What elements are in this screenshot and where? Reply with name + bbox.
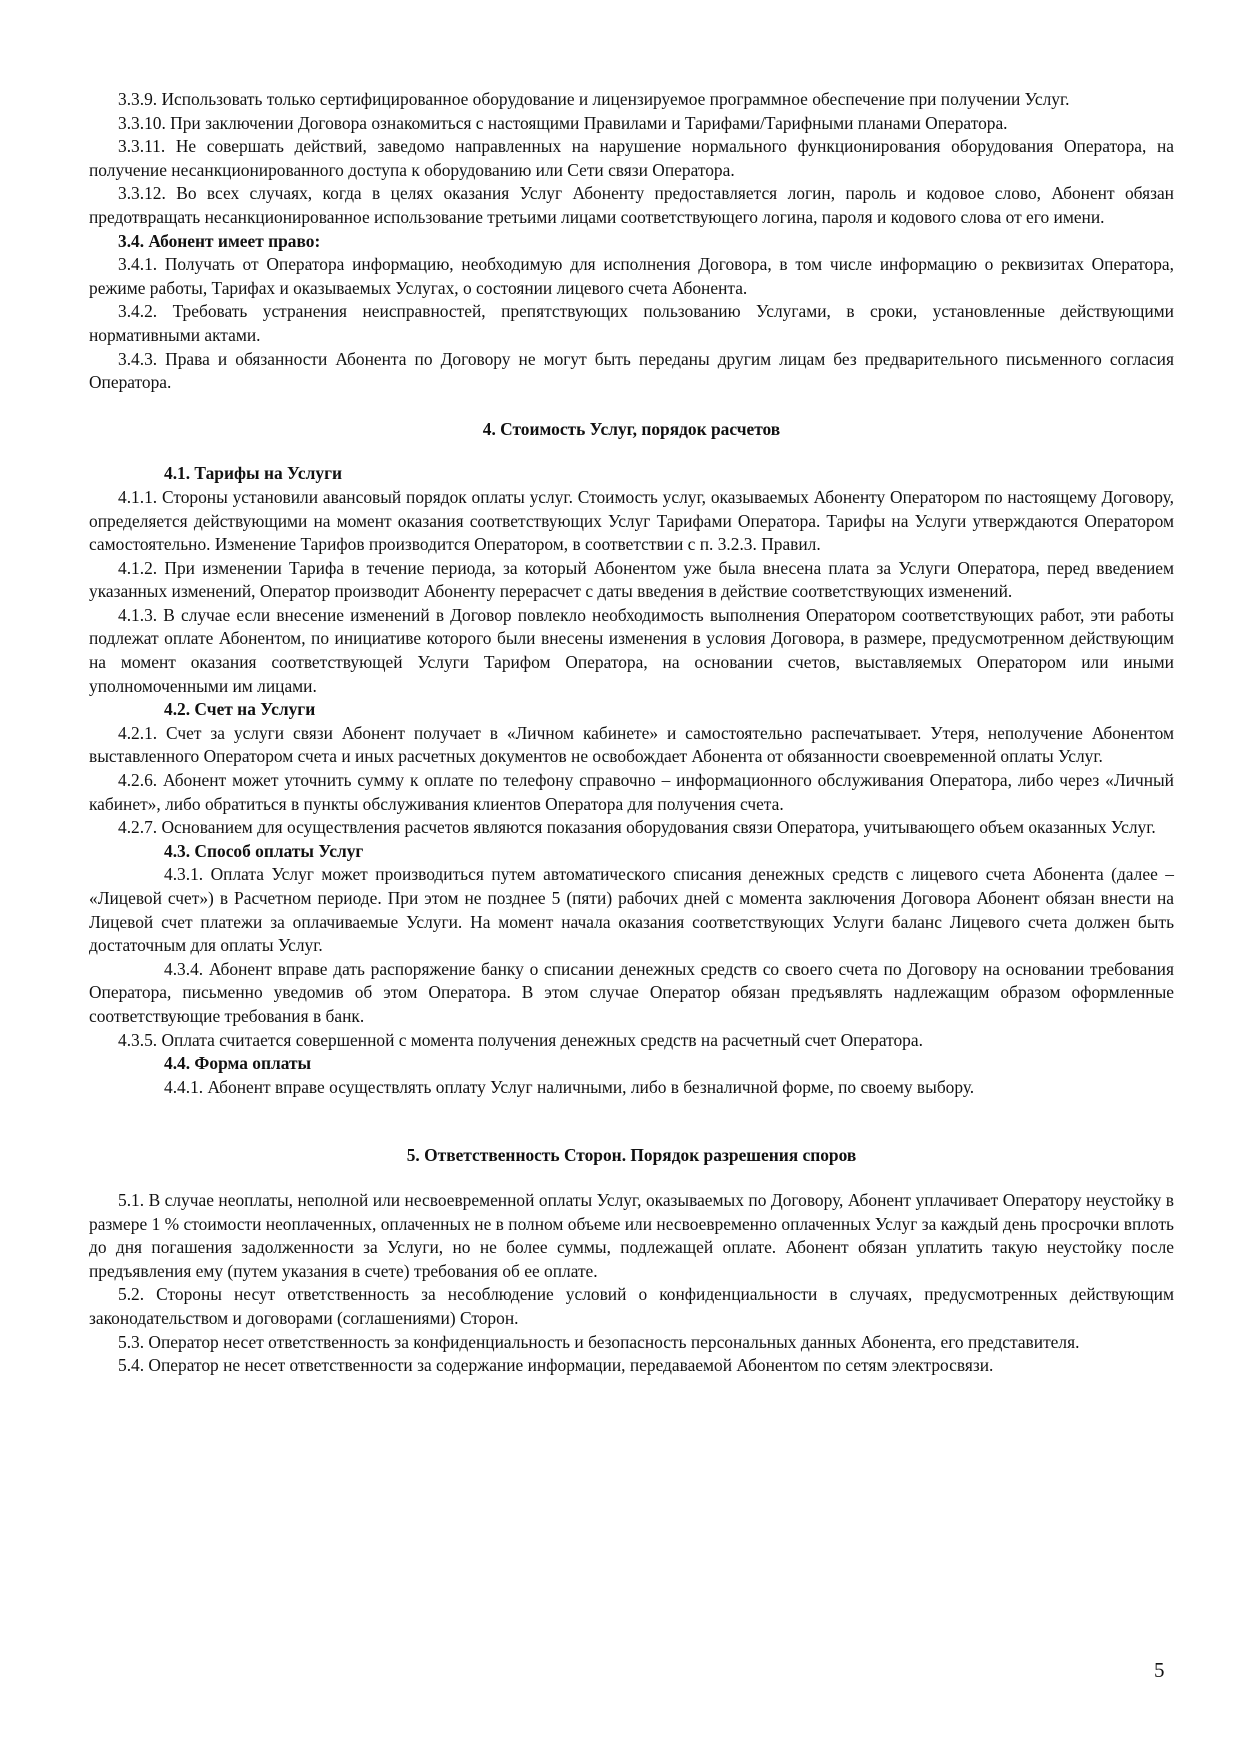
subheading-4-2: 4.2. Счет на Услуги bbox=[164, 699, 316, 720]
clause-5-2: 5.2. Стороны несут ответственность за несоблюдение условий о конфиденциальности в случаях, предусмотренных действующим законодательством и договорами (соглашениями) Сторон. bbox=[89, 1284, 1174, 1328]
clause-3-3-10: 3.3.10. При заключении Договора ознакомиться с настоящими Правилами и Тарифами/Тарифными планами Оператора. bbox=[118, 112, 1008, 133]
clause-4-3-4: 4.3.4. Абонент вправе дать распоряжение банку о списании денежных средств со своего счета по Договору на основании требования Оператора, письменно уведомив об этом Оператора. В этом случае Оператор обязан предъявлять надлежащим образом оформленные соответствующие требования в банк. bbox=[89, 958, 1174, 1026]
subheading-4-4: 4.4. Форма оплаты bbox=[164, 1053, 312, 1074]
subheading-4-3: 4.3. Способ оплаты Услуг bbox=[164, 840, 364, 861]
clause-4-4-1: 4.4.1. Абонент вправе осуществлять оплату Услуг наличными, либо в безналичной форме, по своему выбору. bbox=[164, 1076, 975, 1097]
clause-3-3-12: 3.3.12. Во всех случаях, когда в целях оказания Услуг Абоненту предоставляется логин, пароль и кодовое слово, Абонент обязан предотвращать несанкционированное использование третьими лицами соответствующего логина, пароля и кодового слова от его имени. bbox=[89, 183, 1174, 227]
clause-3-3-9: 3.3.9. Использовать только сертифицированное оборудование и лицензируемое программное обеспечение при получении Услуг. bbox=[118, 89, 1070, 109]
clause-5-4: 5.4. Оператор не несет ответственности за содержание информации, передаваемой Абонентом по сетям электросвязи. bbox=[118, 1355, 994, 1376]
subheading-3-4: 3.4. Абонент имеет право: bbox=[118, 230, 321, 251]
subheading-4-1: 4.1. Тарифы на Услуги bbox=[164, 463, 342, 484]
clause-3-3-11: 3.3.11. Не совершать действий, заведомо направленных на нарушение нормального функционирования оборудования Оператора, на получение несанкционированного доступа к оборудованию или Сети связи Оператора. bbox=[89, 136, 1174, 180]
clause-3-4-2: 3.4.2. Требовать устранения неисправностей, препятствующих пользованию Услугами, в сроки, установленные действующими нормативными актами. bbox=[89, 301, 1174, 345]
clause-4-1-2: 4.1.2. При изменении Тарифа в течение периода, за который Абонентом уже была внесена плата за Услуги Оператора, перед введением указанных изменений, Оператор производит Абоненту перерасчет с даты введения в действие соответствующих изменений. bbox=[89, 557, 1174, 602]
clause-5-3: 5.3. Оператор несет ответственность за конфиденциальность и безопасность персональных данных Абонента, его представителя. bbox=[118, 1331, 1080, 1352]
page-number: 5 bbox=[1154, 1658, 1165, 1682]
section-heading-4: 4. Стоимость Услуг, порядок расчетов bbox=[482, 418, 781, 439]
document-page bbox=[89, 88, 1174, 1378]
clause-4-3-1: 4.3.1. Оплата Услуг может производиться путем автоматического списания денежных средств с лицевого счета Абонента (далее – «Лицевой счет») в Расчетном периоде. При этом не позднее 5 (пяти) рабочих дней с момента заключения Договора Абонент обязан внести на Лицевой счет платежи за оплачиваемые Услуги. На момент начала оказания соответствующих Услуги баланс Лицевого счета должен быть достаточным для оплаты Услуг. bbox=[89, 864, 1174, 956]
clause-3-4-3: 3.4.3. Права и обязанности Абонента по Договору не могут быть переданы другим лицам без предварительного письменного согласия Оператора. bbox=[89, 348, 1174, 393]
clause-3-4-1: 3.4.1. Получать от Оператора информацию, необходимую для исполнения Договора, в том числе информацию о реквизитах Оператора, режиме работы, Тарифах и оказываемых Услугах, о состоянии лицевого счета Абонента. bbox=[89, 254, 1174, 298]
clause-4-1-1: 4.1.1. Стороны установили авансовый порядок оплаты услуг. Стоимость услуг, оказываемых Абоненту Оператором по настоящему Договору, определяется действующими на момент оказания соответствующих Услуг Тарифами Оператора. Тарифы на Услуги утверждаются Оператором самостоятельно. Изменение Тарифов производится Оператором, в соответствии с п. 3.2.3. Правил. bbox=[89, 486, 1174, 555]
clause-4-1-3: 4.1.3. В случае если внесение изменений в Договор повлекло необходимость выполнения Оператором соответствующих работ, эти работы подлежат оплате Абонентом, по инициативе которого были внесены изменения в условия Договора, в размере, предусмотренном действующим на момент оказания соответствующей Услуги Тарифом Оператора, на основании счетов, выставляемых Оператором или иными уполномоченными им лицами. bbox=[89, 604, 1174, 696]
clause-4-2-7: 4.2.7. Основанием для осуществления расчетов являются показания оборудования связи Оператора, учитывающего объем оказанных Услуг. bbox=[118, 817, 1156, 838]
clause-4-2-1: 4.2.1. Счет за услуги связи Абонент получает в «Личном кабинете» и самостоятельно распечатывает. Утеря, неполучение Абонентом выставленного Оператором счета и иных расчетных документов не освобождает Абонента от обязанности своевременной оплаты Услуг. bbox=[89, 722, 1174, 767]
clause-4-3-5: 4.3.5. Оплата считается совершенной с момента получения денежных средств на расчетный счет Оператора. bbox=[118, 1029, 923, 1050]
section-heading-5: 5. Ответственность Сторон. Порядок разрешения споров bbox=[406, 1145, 857, 1166]
clause-5-1: 5.1. В случае неоплаты, неполной или несвоевременной оплаты Услуг, оказываемых по Договору, Абонент уплачивает Оператору неустойку в размере 1 % стоимости неоплаченных, оплаченных не в полном объеме или несвоевременно оплаченных Услуг за каждый день просрочки вплоть до дня погашения задолженности за Услуги, но не более суммы, подлежащей оплате. Абонент обязан уплатить такую неустойку после предъявления ему (путем указания в счете) требования об ее оплате. bbox=[89, 1189, 1174, 1281]
clause-4-2-6: 4.2.6. Абонент может уточнить сумму к оплате по телефону справочно – информационного обслуживания Оператора, либо через «Личный кабинет», либо обратиться в пункты обслуживания клиентов Оператора для получения счета. bbox=[89, 770, 1174, 814]
